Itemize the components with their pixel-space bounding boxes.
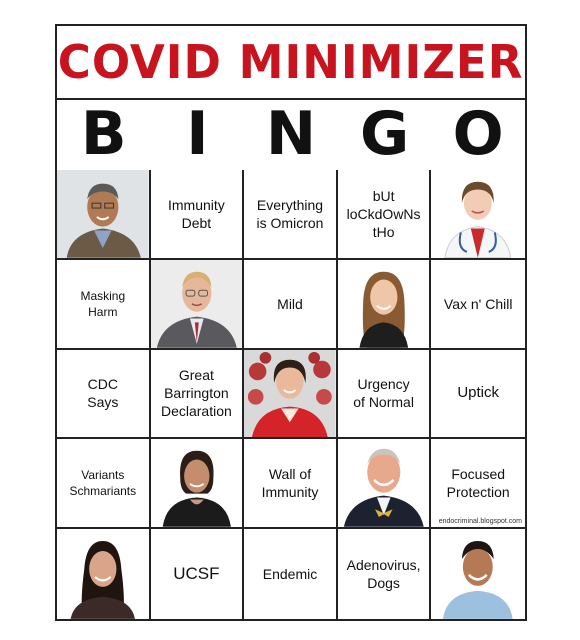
cell-text: Great Barrington Declaration — [160, 367, 232, 420]
cell-r4c2[interactable] — [151, 439, 245, 529]
bingo-letters-row — [57, 98, 525, 172]
portrait-photo — [431, 170, 525, 258]
cell-r3c3[interactable] — [244, 350, 338, 440]
cell-r1c4[interactable] — [338, 170, 432, 260]
cell-r3c1[interactable] — [57, 350, 151, 440]
letter-g: G — [359, 99, 410, 169]
letter-i: I — [186, 99, 209, 169]
cell-r1c2[interactable] — [151, 170, 245, 260]
cell-text: Wall of Immunity — [261, 466, 319, 501]
bingo-card — [55, 24, 527, 621]
portrait-photo — [431, 529, 525, 619]
cell-r5c1[interactable] — [57, 529, 151, 619]
portrait-photo — [57, 529, 149, 619]
cell-text: Variants Schmariants — [69, 468, 137, 499]
cell-r4c4[interactable] — [338, 439, 432, 529]
portrait-photo — [338, 439, 430, 527]
cell-text: bUt loCkdOwNs tHo — [346, 187, 421, 240]
cell-r3c4[interactable] — [338, 350, 432, 440]
cell-r1c5[interactable] — [431, 170, 525, 260]
title-row — [57, 26, 525, 100]
letter-n: N — [265, 99, 317, 169]
cell-r2c2[interactable] — [151, 260, 245, 350]
cell-r2c1[interactable] — [57, 260, 151, 350]
cell-r4c5[interactable] — [431, 439, 525, 529]
portrait-photo — [57, 170, 149, 258]
cell-r3c2[interactable] — [151, 350, 245, 440]
cell-text: Immunity Debt — [167, 196, 225, 231]
cell-text: CDC Says — [87, 376, 119, 411]
cell-r4c3[interactable] — [244, 439, 338, 529]
cell-r5c3[interactable] — [244, 529, 338, 619]
portrait-photo — [244, 350, 336, 438]
cell-r2c3[interactable] — [244, 260, 338, 350]
cell-text: Focused Protection — [446, 466, 510, 501]
cell-r1c3[interactable] — [244, 170, 338, 260]
bingo-grid — [57, 170, 525, 619]
cell-text: Uptick — [457, 384, 500, 402]
cell-text: Vax n' Chill — [443, 295, 513, 312]
cell-text: Mild — [277, 295, 303, 312]
cell-text: Adenovirus, Dogs — [346, 557, 421, 592]
cell-text: Everything is Omicron — [256, 196, 324, 231]
cell-r5c2[interactable] — [151, 529, 245, 619]
cell-r1c1[interactable] — [57, 170, 151, 260]
portrait-photo — [151, 260, 243, 348]
cell-text: Urgency of Normal — [353, 376, 414, 411]
cell-text: UCSF — [173, 564, 220, 584]
portrait-photo — [338, 260, 430, 348]
cell-r2c4[interactable] — [338, 260, 432, 350]
card-title: COVID MINIMIZER — [58, 35, 524, 89]
credit-watermark: endocriminal.blogspot.com — [438, 518, 522, 526]
cell-r3c5[interactable] — [431, 350, 525, 440]
letter-b: B — [80, 99, 127, 169]
cell-r4c1[interactable] — [57, 439, 151, 529]
cell-r5c5[interactable] — [431, 529, 525, 619]
cell-text: Masking Harm — [80, 288, 126, 319]
cell-r5c4[interactable] — [338, 529, 432, 619]
letter-o: O — [452, 99, 504, 169]
portrait-photo — [151, 439, 243, 527]
cell-r2c5[interactable] — [431, 260, 525, 350]
cell-text: Endemic — [262, 566, 318, 583]
